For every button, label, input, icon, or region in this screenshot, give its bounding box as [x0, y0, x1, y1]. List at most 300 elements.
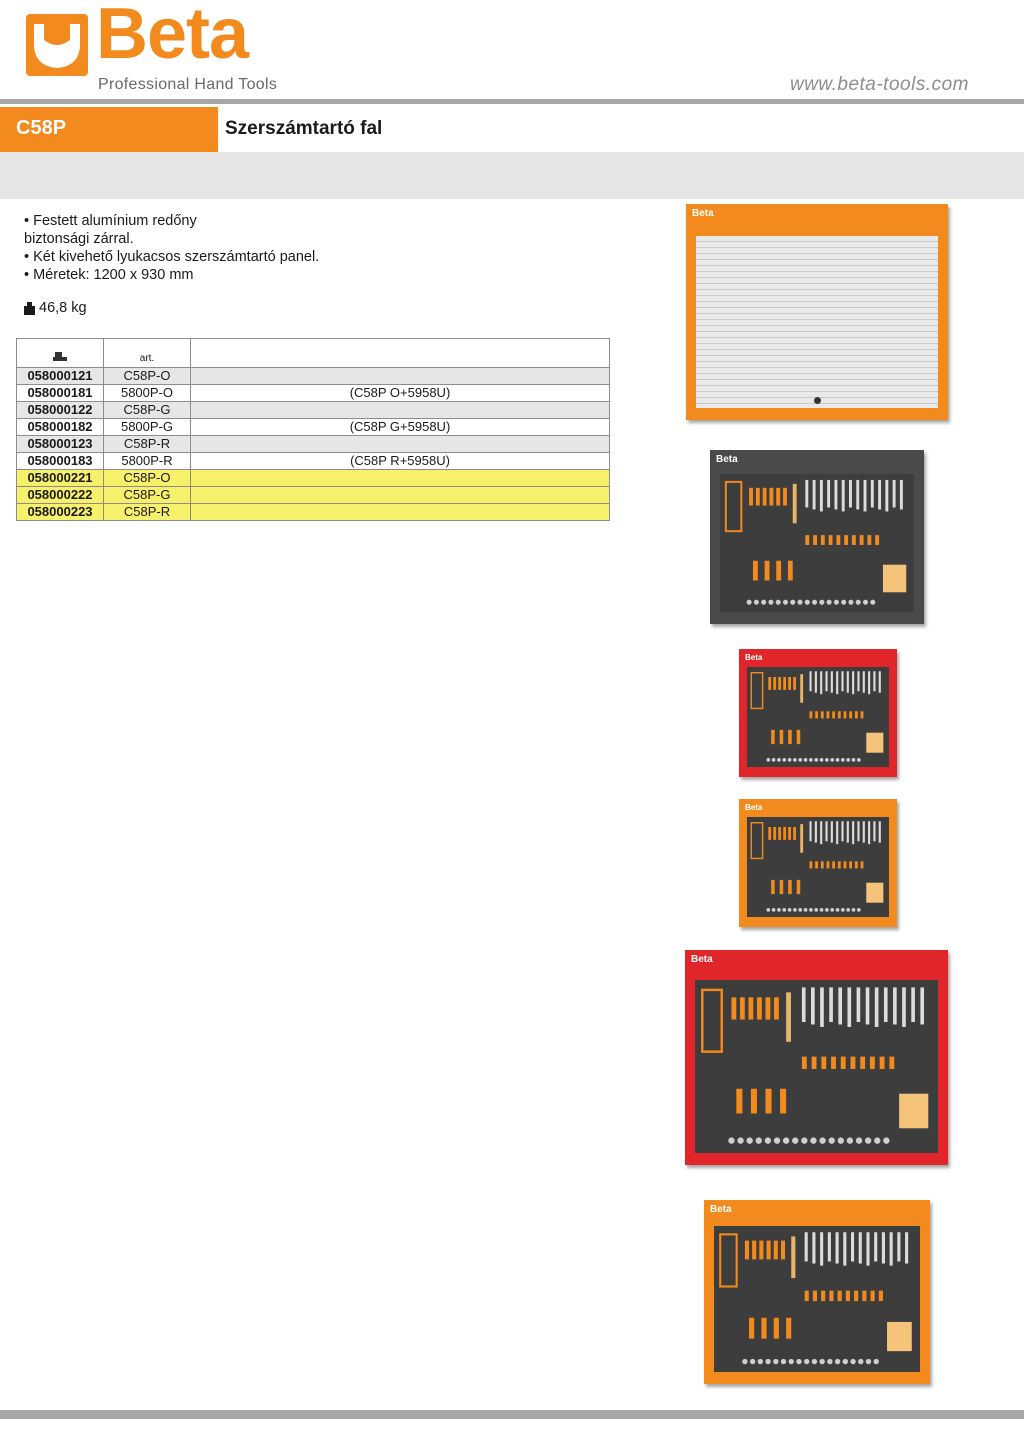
small-screwdriver-icon [809, 861, 812, 868]
hacksaw-icon [720, 1234, 736, 1286]
wrench-icon [812, 1232, 815, 1263]
screwdriver-icon [793, 827, 796, 840]
pliers-icon [780, 880, 784, 894]
pliers-icon [788, 561, 793, 581]
socket-icon [852, 758, 856, 762]
small-screwdriver-icon [812, 1057, 817, 1069]
row-note: (C58P G+5958U) [191, 419, 610, 436]
feature-line: biztonsági zárral. [24, 231, 134, 247]
order-code: 058000183 [17, 453, 104, 470]
order-code: 058000121 [17, 368, 104, 385]
small-screwdriver-icon [821, 711, 824, 718]
pliers-icon [780, 730, 784, 744]
table-row [17, 436, 610, 453]
pliers-icon [765, 561, 770, 581]
wrench-icon [868, 821, 870, 844]
product-code-box [0, 107, 218, 152]
wrench-icon [820, 821, 822, 844]
row-note [191, 470, 610, 487]
socket-icon [761, 600, 766, 605]
socket-icon [852, 908, 856, 912]
order-code: 058000221 [17, 470, 104, 487]
wrench-icon [836, 671, 838, 694]
socket-icon [804, 758, 808, 762]
socket-icon [857, 758, 861, 762]
hacksaw-icon [751, 823, 762, 859]
screwdriver-icon [776, 488, 780, 506]
tool-panel-illustration [747, 817, 889, 917]
tool-panel-illustration [720, 474, 914, 612]
screwdriver-icon [731, 997, 736, 1019]
socket-icon [841, 908, 845, 912]
small-screwdriver-icon [815, 711, 818, 718]
article-number: 5800P-G [104, 419, 191, 436]
socket-icon [819, 600, 824, 605]
wrench-icon [829, 987, 833, 1022]
screwdriver-icon [773, 677, 776, 690]
socket-icon [847, 1137, 853, 1143]
small-screwdriver-icon [829, 535, 833, 545]
socket-icon [841, 758, 845, 762]
wrench-icon [805, 1232, 808, 1261]
hacksaw-icon [702, 990, 721, 1052]
tool-panel [695, 980, 938, 1153]
socket-icon [747, 600, 752, 605]
wrench-icon [841, 671, 843, 691]
wrench-icon [820, 1232, 823, 1265]
socket-icon [774, 1137, 780, 1143]
cabinet-brand-label: Beta [691, 954, 713, 965]
small-screwdriver-icon [870, 1057, 875, 1069]
small-screwdriver-icon [813, 535, 817, 545]
socket-icon [825, 758, 829, 762]
socket-icon [804, 908, 808, 912]
hammer-icon [791, 1236, 795, 1278]
tool-panel [714, 1226, 920, 1372]
socket-icon [819, 1137, 825, 1143]
feature-list [24, 212, 444, 284]
screwdriver-icon [759, 1241, 763, 1260]
wrench-icon [902, 987, 906, 1027]
tool-panel [720, 474, 914, 612]
socket-icon [772, 908, 776, 912]
small-screwdriver-icon [851, 1057, 856, 1069]
socket-icon [728, 1137, 734, 1143]
small-screwdriver-icon [836, 535, 840, 545]
table-row [17, 453, 610, 470]
small-screwdriver-icon [832, 711, 835, 718]
screwdriver-icon [778, 677, 781, 690]
socket-icon [836, 758, 840, 762]
pliers-icon [776, 561, 781, 581]
table-row [17, 470, 610, 487]
table-row [17, 402, 610, 419]
wrench-icon [874, 1232, 877, 1261]
socket-icon [841, 600, 846, 605]
wrench-icon [866, 987, 870, 1024]
small-screwdriver-icon [862, 1291, 866, 1301]
small-screwdriver-icon [844, 535, 848, 545]
small-screwdriver-icon [831, 1057, 836, 1069]
small-screwdriver-icon [805, 535, 809, 545]
wrench-icon [802, 987, 806, 1022]
socket-icon [756, 1137, 762, 1143]
socket-icon [737, 1137, 743, 1143]
small-screwdriver-icon [871, 1291, 875, 1301]
socket-icon [793, 908, 797, 912]
order-code: 058000223 [17, 504, 104, 521]
brand-tagline: Professional Hand Tools [98, 76, 278, 93]
wrench-icon [864, 480, 867, 512]
screwdriver-icon [765, 997, 770, 1019]
socket-icon [830, 758, 834, 762]
screwdriver-icon [756, 488, 760, 506]
title-band [0, 152, 1024, 199]
wrench-icon [843, 1232, 846, 1265]
screwdriver-icon [745, 1241, 749, 1260]
small-screwdriver-icon [852, 535, 856, 545]
pliers-icon [788, 880, 792, 894]
small-screwdriver-icon [846, 1291, 850, 1301]
wrench-icon [873, 671, 875, 691]
wrench-logo-icon [26, 14, 88, 76]
cabinet-image-orange-small [739, 799, 897, 927]
screwdriver-icon [768, 827, 771, 840]
wrench-icon [857, 987, 861, 1022]
small-screwdriver-icon [827, 861, 830, 868]
socket-icon [848, 600, 853, 605]
socket-icon [783, 600, 788, 605]
socket-icon [825, 908, 829, 912]
wrench-icon [842, 480, 845, 512]
cabinet-image-red-large [685, 950, 948, 1165]
pliers-icon [771, 880, 775, 894]
socket-icon [789, 1359, 794, 1364]
socket-icon [766, 758, 770, 762]
small-screwdriver-icon [805, 1291, 809, 1301]
wrench-icon [882, 1232, 885, 1263]
wrench-icon [890, 1232, 893, 1265]
wrench-icon [827, 480, 830, 508]
wrench-icon [811, 987, 815, 1024]
socket-icon [742, 1359, 747, 1364]
order-code: 058000123 [17, 436, 104, 453]
article-number: 5800P-R [104, 453, 191, 470]
hammer-icon [800, 674, 803, 703]
wrench-icon [920, 987, 924, 1024]
wrench-icon [851, 1232, 854, 1261]
socket-icon [798, 600, 803, 605]
art-column-header: art. [104, 339, 191, 368]
pliers-icon [736, 1089, 742, 1114]
wrench-icon [863, 671, 865, 692]
wrench-icon [857, 821, 859, 841]
pliers-icon [771, 730, 775, 744]
socket-icon [827, 1359, 832, 1364]
wrench-icon [813, 480, 816, 510]
wrench-icon [836, 821, 838, 844]
wrench-icon [820, 987, 824, 1027]
socket-icon [798, 908, 802, 912]
socket-icon [827, 600, 832, 605]
screwdriver-icon [778, 827, 781, 840]
hex-key-case-icon [883, 565, 906, 593]
article-number: 5800P-O [104, 385, 191, 402]
small-screwdriver-icon [829, 1291, 833, 1301]
small-screwdriver-icon [838, 1291, 842, 1301]
wrench-icon [900, 480, 903, 510]
socket-icon [758, 1359, 763, 1364]
small-screwdriver-icon [860, 1057, 865, 1069]
small-screwdriver-icon [815, 861, 818, 868]
tool-panel [747, 817, 889, 917]
footer-divider [0, 1410, 1024, 1419]
order-code: 058000122 [17, 402, 104, 419]
wrench-icon [805, 480, 808, 508]
row-note [191, 504, 610, 521]
table-header-row [17, 339, 610, 368]
code-column-header [17, 339, 104, 368]
small-screwdriver-icon [838, 711, 841, 718]
small-screwdriver-icon [889, 1057, 894, 1069]
hex-key-case-icon [887, 1322, 912, 1351]
wrench-icon [852, 671, 854, 694]
tool-panel-illustration [695, 980, 938, 1153]
weight-info [24, 300, 87, 316]
table-row [17, 419, 610, 436]
small-screwdriver-icon [861, 711, 864, 718]
wrench-icon [828, 1232, 831, 1261]
pliers-icon [780, 1089, 786, 1114]
socket-icon [765, 1137, 771, 1143]
socket-icon [838, 1137, 844, 1143]
small-screwdriver-icon [827, 711, 830, 718]
small-screwdriver-icon [821, 1291, 825, 1301]
screwdriver-icon [774, 997, 779, 1019]
socket-icon [788, 758, 792, 762]
socket-icon [772, 758, 776, 762]
hammer-icon [793, 484, 797, 523]
small-screwdriver-icon [880, 1057, 885, 1069]
socket-icon [777, 758, 781, 762]
wrench-icon [809, 821, 811, 841]
feature-line: • Méretek: 1200 x 930 mm [24, 267, 194, 283]
pliers-icon [749, 1318, 754, 1339]
feature-line: • Két kivehető lyukacsos szerszámtartó panel. [24, 249, 320, 265]
hacksaw-icon [726, 482, 742, 531]
hammer-icon [786, 992, 791, 1041]
socket-icon [856, 600, 861, 605]
pliers-icon [774, 1318, 779, 1339]
socket-icon [810, 1137, 816, 1143]
row-note [191, 402, 610, 419]
wrench-icon [847, 821, 849, 842]
small-screwdriver-icon [821, 1057, 826, 1069]
hex-key-case-icon [899, 1094, 928, 1129]
wrench-icon [841, 821, 843, 841]
socket-icon [782, 758, 786, 762]
wrench-icon [905, 1232, 908, 1263]
screwdriver-icon [749, 488, 753, 506]
wrench-icon [831, 671, 833, 692]
order-code-icon [53, 352, 67, 361]
screwdriver-icon [783, 677, 786, 690]
socket-icon [835, 1359, 840, 1364]
socket-icon [863, 600, 868, 605]
weight-value: 46,8 kg [39, 300, 87, 316]
wrench-icon [847, 987, 851, 1027]
wrench-icon [859, 1232, 862, 1263]
aluminium-shutter [696, 236, 938, 408]
screwdriver-icon [767, 1241, 771, 1260]
article-number: C58P-R [104, 504, 191, 521]
socket-icon [798, 758, 802, 762]
socket-icon [846, 758, 850, 762]
screwdriver-icon [774, 1241, 778, 1260]
socket-icon [754, 600, 759, 605]
wrench-icon [815, 671, 817, 692]
screwdriver-icon [768, 677, 771, 690]
wrench-icon [838, 987, 842, 1024]
socket-icon [814, 758, 818, 762]
hex-key-case-icon [866, 733, 883, 753]
header-divider [0, 99, 1024, 104]
product-code: C58P [16, 117, 67, 139]
note-column-header [191, 339, 610, 368]
pliers-icon [751, 1089, 757, 1114]
socket-icon [883, 1137, 889, 1143]
screwdriver-icon [788, 677, 791, 690]
socket-icon [792, 1137, 798, 1143]
hammer-icon [800, 824, 803, 853]
table-row [17, 487, 610, 504]
wrench-icon [857, 671, 859, 691]
wrench-icon [863, 821, 865, 842]
small-screwdriver-icon [854, 1291, 858, 1301]
article-number: C58P-G [104, 487, 191, 504]
article-number: C58P-R [104, 436, 191, 453]
wrench-icon [868, 671, 870, 694]
cabinet-brand-label: Beta [716, 454, 738, 465]
screwdriver-icon [783, 827, 786, 840]
cabinet-brand-label: Beta [745, 653, 763, 662]
article-number: C58P-G [104, 402, 191, 419]
small-screwdriver-icon [802, 1057, 807, 1069]
cabinet-brand-label: Beta [745, 803, 763, 812]
small-screwdriver-icon [849, 861, 852, 868]
socket-icon [783, 1137, 789, 1143]
socket-icon [846, 908, 850, 912]
wrench-icon [834, 480, 837, 510]
socket-icon [765, 1359, 770, 1364]
pliers-icon [753, 561, 758, 581]
pliers-icon [761, 1318, 766, 1339]
weight-icon [24, 302, 35, 315]
screwdriver-icon [781, 1241, 785, 1260]
product-table [16, 338, 610, 521]
socket-icon [858, 1359, 863, 1364]
wrench-icon [884, 987, 888, 1022]
tool-panel [747, 667, 889, 767]
cabinet-brand-label: Beta [710, 1204, 732, 1215]
small-screwdriver-icon [821, 535, 825, 545]
socket-icon [788, 908, 792, 912]
screwdriver-icon [763, 488, 767, 506]
socket-icon [857, 908, 861, 912]
socket-icon [820, 908, 824, 912]
cabinet-image-shutter [686, 204, 948, 420]
small-screwdriver-icon [841, 1057, 846, 1069]
socket-icon [850, 1359, 855, 1364]
wrench-icon [878, 480, 881, 510]
small-screwdriver-icon [844, 711, 847, 718]
socket-icon [781, 1359, 786, 1364]
small-screwdriver-icon [832, 861, 835, 868]
small-screwdriver-icon [809, 711, 812, 718]
socket-icon [768, 600, 773, 605]
socket-icon [801, 1137, 807, 1143]
wrench-icon [871, 480, 874, 508]
socket-icon [814, 908, 818, 912]
socket-icon [747, 1137, 753, 1143]
socket-icon [793, 758, 797, 762]
socket-icon [805, 600, 810, 605]
wrench-icon [879, 821, 881, 842]
pliers-icon [786, 1318, 791, 1339]
website-url[interactable]: www.beta-tools.com [789, 74, 969, 95]
socket-icon [809, 908, 813, 912]
socket-icon [856, 1137, 862, 1143]
screwdriver-icon [740, 997, 745, 1019]
socket-icon [776, 600, 781, 605]
screwdriver-icon [752, 1241, 756, 1260]
socket-icon [829, 1137, 835, 1143]
cabinet-image-red-small [739, 649, 897, 777]
article-number: C58P-O [104, 470, 191, 487]
socket-icon [812, 600, 817, 605]
screwdriver-icon [757, 997, 762, 1019]
screwdriver-icon [783, 488, 787, 506]
cabinet-brand-label: Beta [692, 208, 714, 219]
socket-icon [843, 1359, 848, 1364]
hacksaw-icon [751, 673, 762, 709]
socket-icon [830, 908, 834, 912]
article-number: C58P-O [104, 368, 191, 385]
product-title: Szerszámtartó fal [225, 118, 383, 139]
socket-icon [804, 1359, 809, 1364]
tool-panel-illustration [747, 667, 889, 767]
small-screwdriver-icon [860, 535, 864, 545]
wrench-icon [820, 671, 822, 694]
tool-panel-illustration [714, 1226, 920, 1372]
socket-icon [777, 908, 781, 912]
wrench-icon [856, 480, 859, 510]
socket-icon [796, 1359, 801, 1364]
small-screwdriver-icon [844, 861, 847, 868]
screwdriver-icon [748, 997, 753, 1019]
table-row [17, 504, 610, 521]
wrench-icon [911, 987, 915, 1022]
pliers-icon [797, 880, 801, 894]
socket-icon [865, 1137, 871, 1143]
small-screwdriver-icon [855, 861, 858, 868]
wrench-icon [849, 480, 852, 508]
beta-logo [26, 0, 296, 98]
brand-name: Beta [96, 0, 249, 74]
wrench-icon [820, 480, 823, 512]
socket-icon [866, 1359, 871, 1364]
socket-icon [773, 1359, 778, 1364]
